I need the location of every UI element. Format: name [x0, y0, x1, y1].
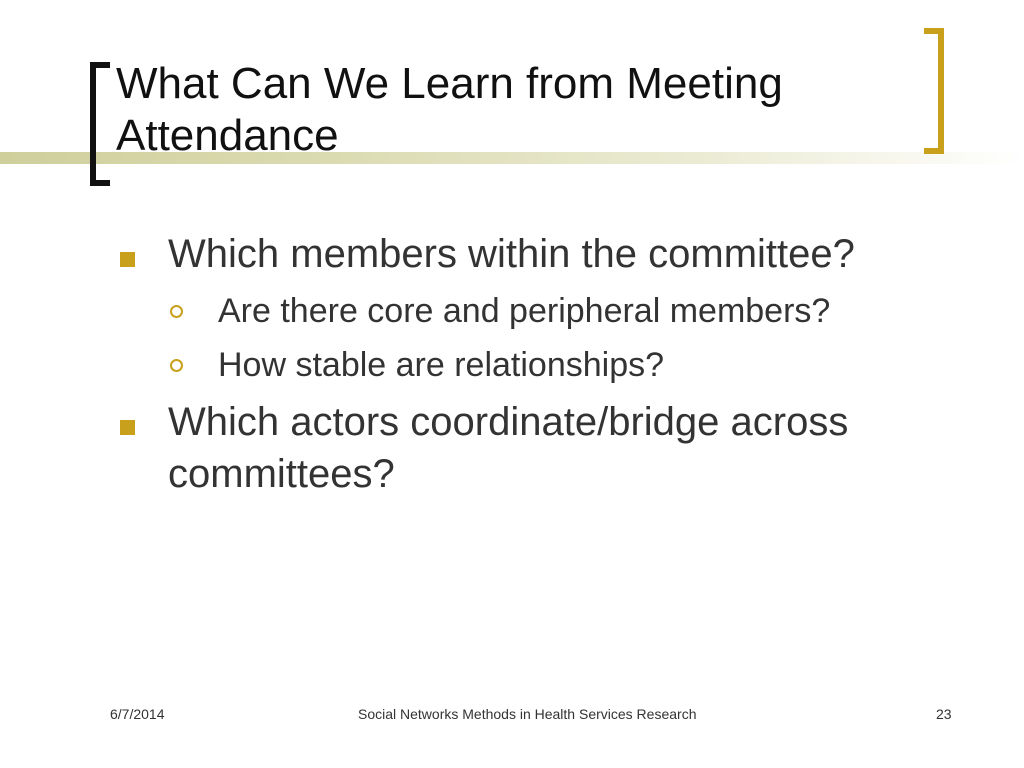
footer-date: 6/7/2014: [110, 706, 165, 722]
sub-bullet-item: [118, 284, 978, 338]
bullet-item: [118, 396, 978, 500]
bullet-text: Which actors coordinate/bridge across committees?: [168, 400, 849, 496]
footer-title: Social Networks Methods in Health Services Research: [358, 706, 697, 722]
circle-bullet-icon: [170, 305, 183, 318]
sub-bullet-text: How stable are relationships?: [218, 346, 665, 384]
bullet-item: [118, 228, 978, 280]
square-bullet-icon: [120, 420, 135, 435]
square-bullet-icon: [120, 252, 135, 267]
right-bracket-decoration: [924, 28, 944, 154]
sub-bullet-text: Are there core and peripheral members?: [218, 292, 831, 330]
circle-bullet-icon: [170, 359, 183, 372]
footer-page-number: 23: [936, 706, 952, 722]
bullet-text: Which members within the committee?: [168, 232, 855, 276]
left-bracket-decoration: [90, 62, 110, 186]
slide-body: [118, 228, 978, 504]
slide-title: What Can We Learn from Meeting Attendance: [116, 59, 783, 160]
sub-bullet-item: [118, 338, 978, 392]
